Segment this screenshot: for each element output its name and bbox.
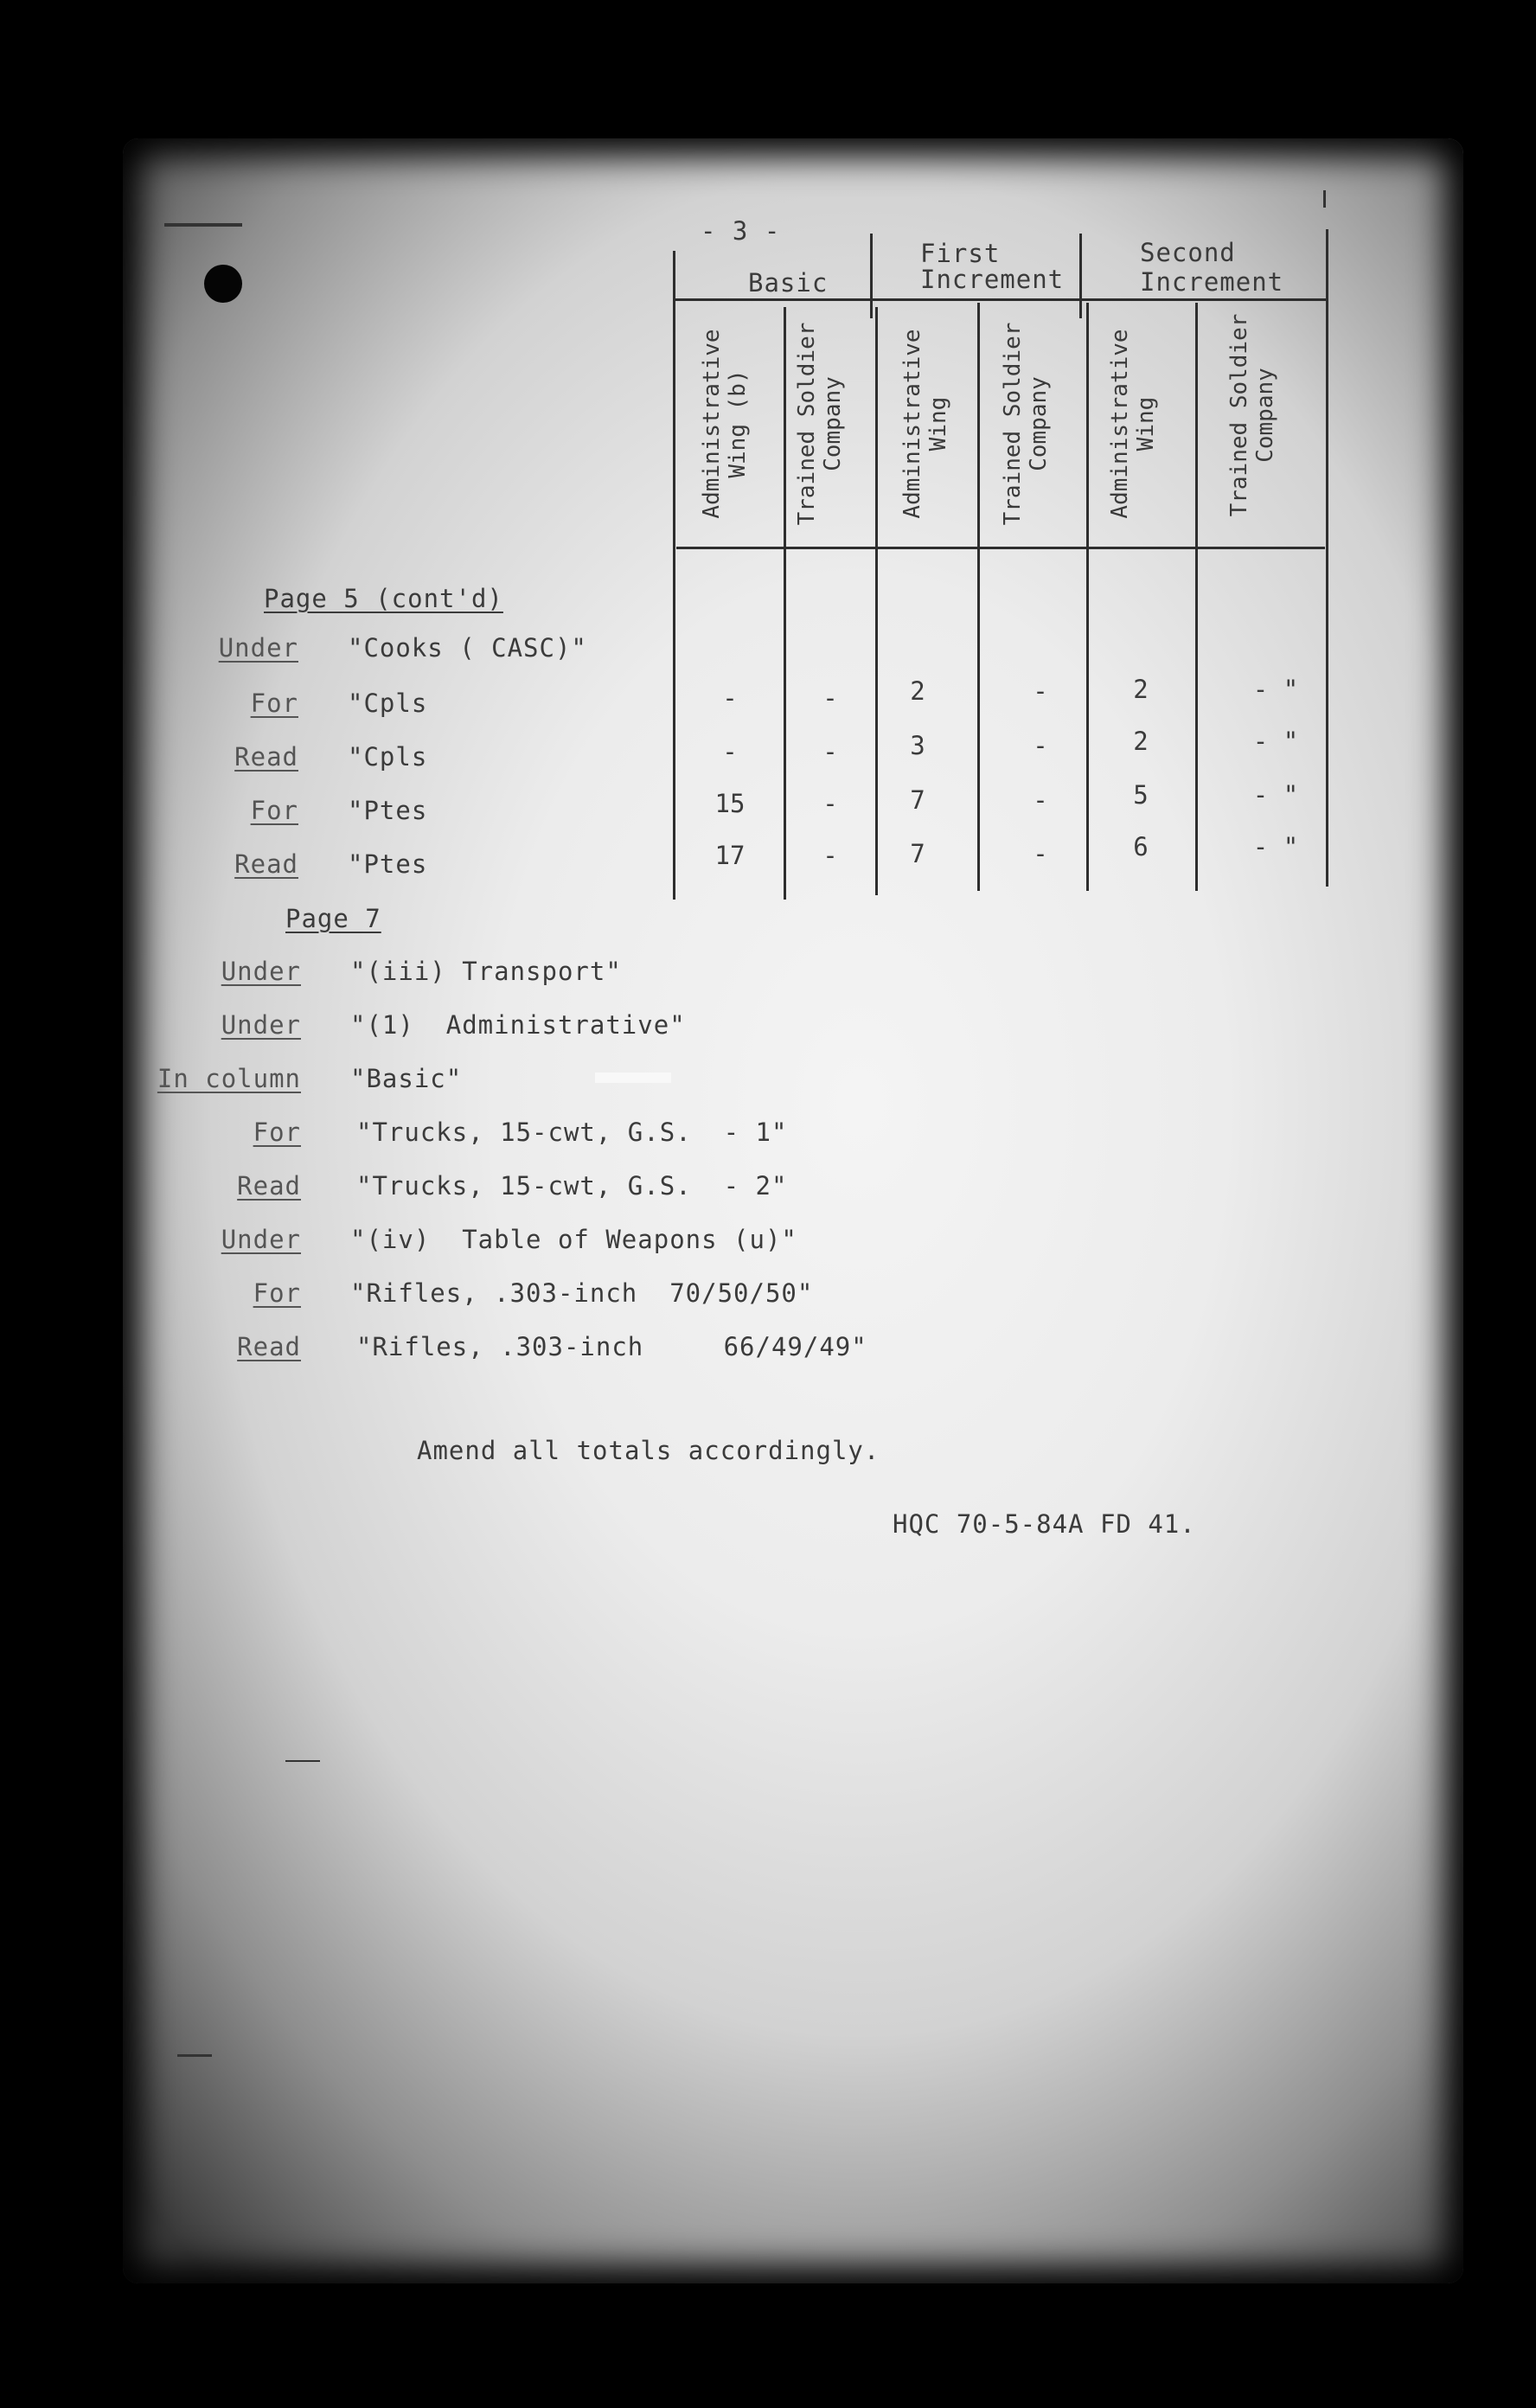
footer-note: Amend all totals accordingly. — [417, 1436, 880, 1465]
table-cell: 2 — [910, 676, 925, 706]
scan-mark — [1323, 190, 1326, 208]
table-cell: 17 — [714, 841, 746, 870]
table-cell: 15 — [714, 789, 746, 818]
line-label: Under — [221, 1225, 301, 1254]
line-text: "Basic" — [350, 1064, 463, 1093]
table-cell: - — [822, 789, 838, 818]
row-text-cooks: "Cooks ( CASC)" — [348, 633, 587, 663]
column-header-trained-soldier-first: Trained Soldier Company — [1000, 322, 1052, 526]
row-text: "Cpls — [348, 688, 428, 718]
row-label: For — [250, 688, 298, 718]
line-text: "Rifles, .303-inch 70/50/50" — [350, 1278, 814, 1308]
table-cell: - — [1033, 785, 1048, 815]
column-header-admin-wing-first: Administrative Wing — [899, 329, 951, 519]
group-divider-2 — [1079, 234, 1082, 318]
row-text: "Cpls — [348, 742, 428, 772]
table-border-left — [673, 251, 675, 900]
row-label-under: Under — [218, 633, 298, 663]
column-header-rule — [676, 547, 1325, 549]
table-cell: - — [1033, 839, 1048, 868]
row-text: "Ptes — [348, 796, 428, 825]
table-border-right — [1326, 229, 1328, 887]
line-label: In column — [157, 1064, 301, 1093]
line-text: "Rifles, .303-inch 66/49/49" — [356, 1332, 867, 1361]
group-header-first-increment: First Increment — [920, 239, 1065, 294]
table-cell: - — [1033, 676, 1048, 706]
table-cell: 6 — [1133, 832, 1149, 861]
line-text: "Trucks, 15-cwt, G.S. - 2" — [356, 1171, 788, 1201]
column-header-admin-wing-basic: Administrative Wing (b) — [699, 329, 751, 519]
section-heading-page5: Page 5 (cont'd) — [264, 584, 503, 613]
line-text: "(1) Administrative" — [350, 1010, 686, 1040]
table-cell: - " — [1252, 727, 1299, 756]
line-label: Under — [221, 957, 301, 986]
line-label: For — [253, 1118, 301, 1147]
table-cell: 7 — [910, 839, 925, 868]
scan-mark — [285, 1760, 320, 1762]
reference-code: HQC 70-5-84A FD 41. — [893, 1509, 1196, 1539]
line-label: Under — [221, 1010, 301, 1040]
column-header-trained-soldier-basic: Trained Soldier Company — [794, 322, 846, 526]
table-cell: 7 — [910, 785, 925, 815]
row-label: Read — [234, 849, 298, 879]
table-cell: - — [822, 841, 838, 870]
column-header-trained-soldier-second: Trained Soldier Company — [1226, 313, 1278, 517]
line-label: Read — [237, 1332, 301, 1361]
table-cell: - " — [1252, 832, 1299, 861]
table-cell: - — [822, 683, 838, 713]
table-cell: - — [822, 737, 838, 766]
table-cell: 5 — [1133, 780, 1149, 810]
line-text: "(iii) Transport" — [350, 957, 622, 986]
line-text: "Trucks, 15-cwt, G.S. - 1" — [356, 1118, 788, 1147]
page-number: - 3 - — [701, 216, 781, 246]
smudge-mark — [595, 1073, 671, 1083]
table-cell: 2 — [1133, 675, 1149, 704]
table-cell: - — [1033, 731, 1048, 760]
punch-hole — [204, 265, 242, 303]
group-divider-1 — [870, 234, 873, 318]
group-header-basic: Basic — [748, 268, 829, 298]
table-cell: 2 — [1133, 727, 1149, 756]
section-heading-page7: Page 7 — [285, 904, 381, 933]
table-cell: - " — [1252, 675, 1299, 704]
col-divider-5 — [1195, 303, 1198, 891]
table-cell: - " — [1252, 780, 1299, 810]
group-header-second-increment: Second Increment — [1140, 238, 1284, 297]
line-label: Read — [237, 1171, 301, 1201]
column-header-admin-wing-second: Administrative Wing — [1107, 329, 1159, 519]
col-divider-3 — [977, 303, 980, 891]
table-cell: - — [722, 683, 738, 713]
scan-mark — [164, 223, 242, 227]
table-cell: 3 — [910, 731, 925, 760]
row-label: For — [250, 796, 298, 825]
table-cell: - — [722, 737, 738, 766]
line-text: "(iv) Table of Weapons (u)" — [350, 1225, 797, 1254]
row-text: "Ptes — [348, 849, 428, 879]
line-label: For — [253, 1278, 301, 1308]
row-label: Read — [234, 742, 298, 772]
scan-mark — [177, 2054, 212, 2057]
